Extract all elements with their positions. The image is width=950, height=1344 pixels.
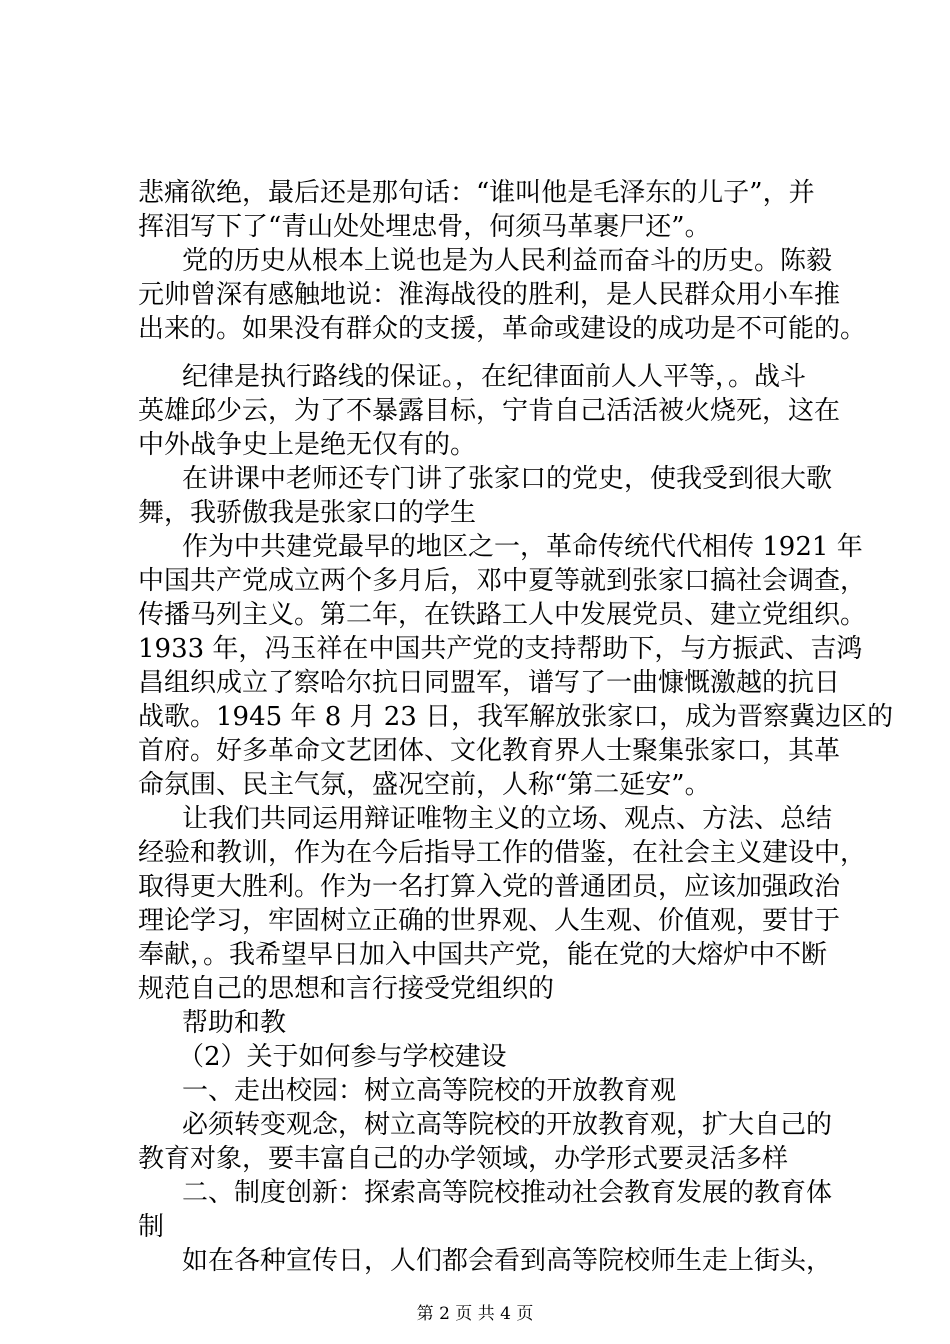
text-line: 英雄邱少云，为了不暴露目标，宁肯自己活活被火烧死，这在 bbox=[138, 396, 841, 426]
text-line: 纪律是执行路线的保证。，在纪律面前人人平等，。战斗 bbox=[182, 362, 807, 392]
text-line: 挥泪写下了“青山处处埋忠骨，何须马革裹尸还”。 bbox=[138, 212, 711, 242]
text-line: 首府。好多革命文艺团体、文化教育界人士聚集张家口，其革 bbox=[138, 736, 841, 766]
page-footer bbox=[0, 1303, 950, 1325]
text-line: 帮助和教 bbox=[182, 1008, 287, 1038]
text-line: 命氛围、民主气氛，盛况空前，人称“第二延安”。 bbox=[138, 770, 711, 800]
text-line: 1933 年，冯玉祥在中国共产党的支持帮助下，与方振武、吉鸿 bbox=[138, 634, 863, 664]
section-heading: 一、走出校园：树立高等院校的开放教育观 bbox=[182, 1076, 677, 1106]
text-line: 战歌。1945 年 8 月 23 日，我军解放张家口，成为晋察冀边区的 bbox=[138, 702, 894, 732]
text-line: 理论学习，牢固树立正确的世界观、人生观、价值观，要甘于 bbox=[138, 906, 841, 936]
text-line: 中外战争史上是绝无仅有的。 bbox=[138, 430, 477, 460]
text-line: 规范自己的思想和言行接受党组织的 bbox=[138, 974, 555, 1004]
page-number: 第 2 页 bbox=[416, 1304, 473, 1324]
text-line: 必须转变观念，树立高等院校的开放教育观，扩大自己的 bbox=[182, 1110, 833, 1140]
text-line: 悲痛欲绝，最后还是那句话：“谁叫他是毛泽东的儿子”，并 bbox=[138, 178, 815, 208]
text-line: 元帅曾深有感触地说：淮海战役的胜利，是人民群众用小车推 bbox=[138, 280, 841, 310]
text-line: 传播马列主义。第二年，在铁路工人中发展党员、建立党组织。 bbox=[138, 600, 867, 630]
text-line: 如在各种宣传日，人们都会看到高等院校师生走上街头， bbox=[182, 1246, 833, 1276]
section-heading: （2）关于如何参与学校建设 bbox=[178, 1042, 507, 1072]
page-total: 共 4 页 bbox=[477, 1304, 534, 1324]
section-heading: 二、制度创新：探索高等院校推动社会教育发展的教育体 bbox=[182, 1178, 833, 1208]
text-line: 经验和教训，作为在今后指导工作的借鉴，在社会主义建设中， bbox=[138, 838, 867, 868]
text-line: 教育对象，要丰富自己的办学领域，办学形式要灵活多样 bbox=[138, 1144, 789, 1174]
text-line: 出来的。如果没有群众的支援，革命或建设的成功是不可能的。 bbox=[138, 314, 867, 344]
text-line: 在讲课中老师还专门讲了张家口的党史，使我受到很大歌 bbox=[182, 464, 833, 494]
text-line: 党的历史从根本上说也是为人民利益而奋斗的历史。陈毅 bbox=[182, 246, 833, 276]
text-line: 作为中共建党最早的地区之一，革命传统代代相传 1921 年 bbox=[182, 532, 863, 562]
text-line: 舞，我骄傲我是张家口的学生 bbox=[138, 498, 477, 528]
text-line: 取得更大胜利。作为一名打算入党的普通团员，应该加强政治 bbox=[138, 872, 841, 902]
text-line: 让我们共同运用辩证唯物主义的立场、观点、方法、总结 bbox=[182, 804, 833, 834]
text-line: 中国共产党成立两个多月后，邓中夏等就到张家口搞社会调查， bbox=[138, 566, 867, 596]
text-line: 制 bbox=[138, 1212, 165, 1242]
text-line: 昌组织成立了察哈尔抗日同盟军，谱写了一曲慷慨激越的抗日 bbox=[138, 668, 841, 698]
text-line: 奉献，。我希望早日加入中国共产党，能在党的大熔炉中不断 bbox=[138, 940, 828, 970]
